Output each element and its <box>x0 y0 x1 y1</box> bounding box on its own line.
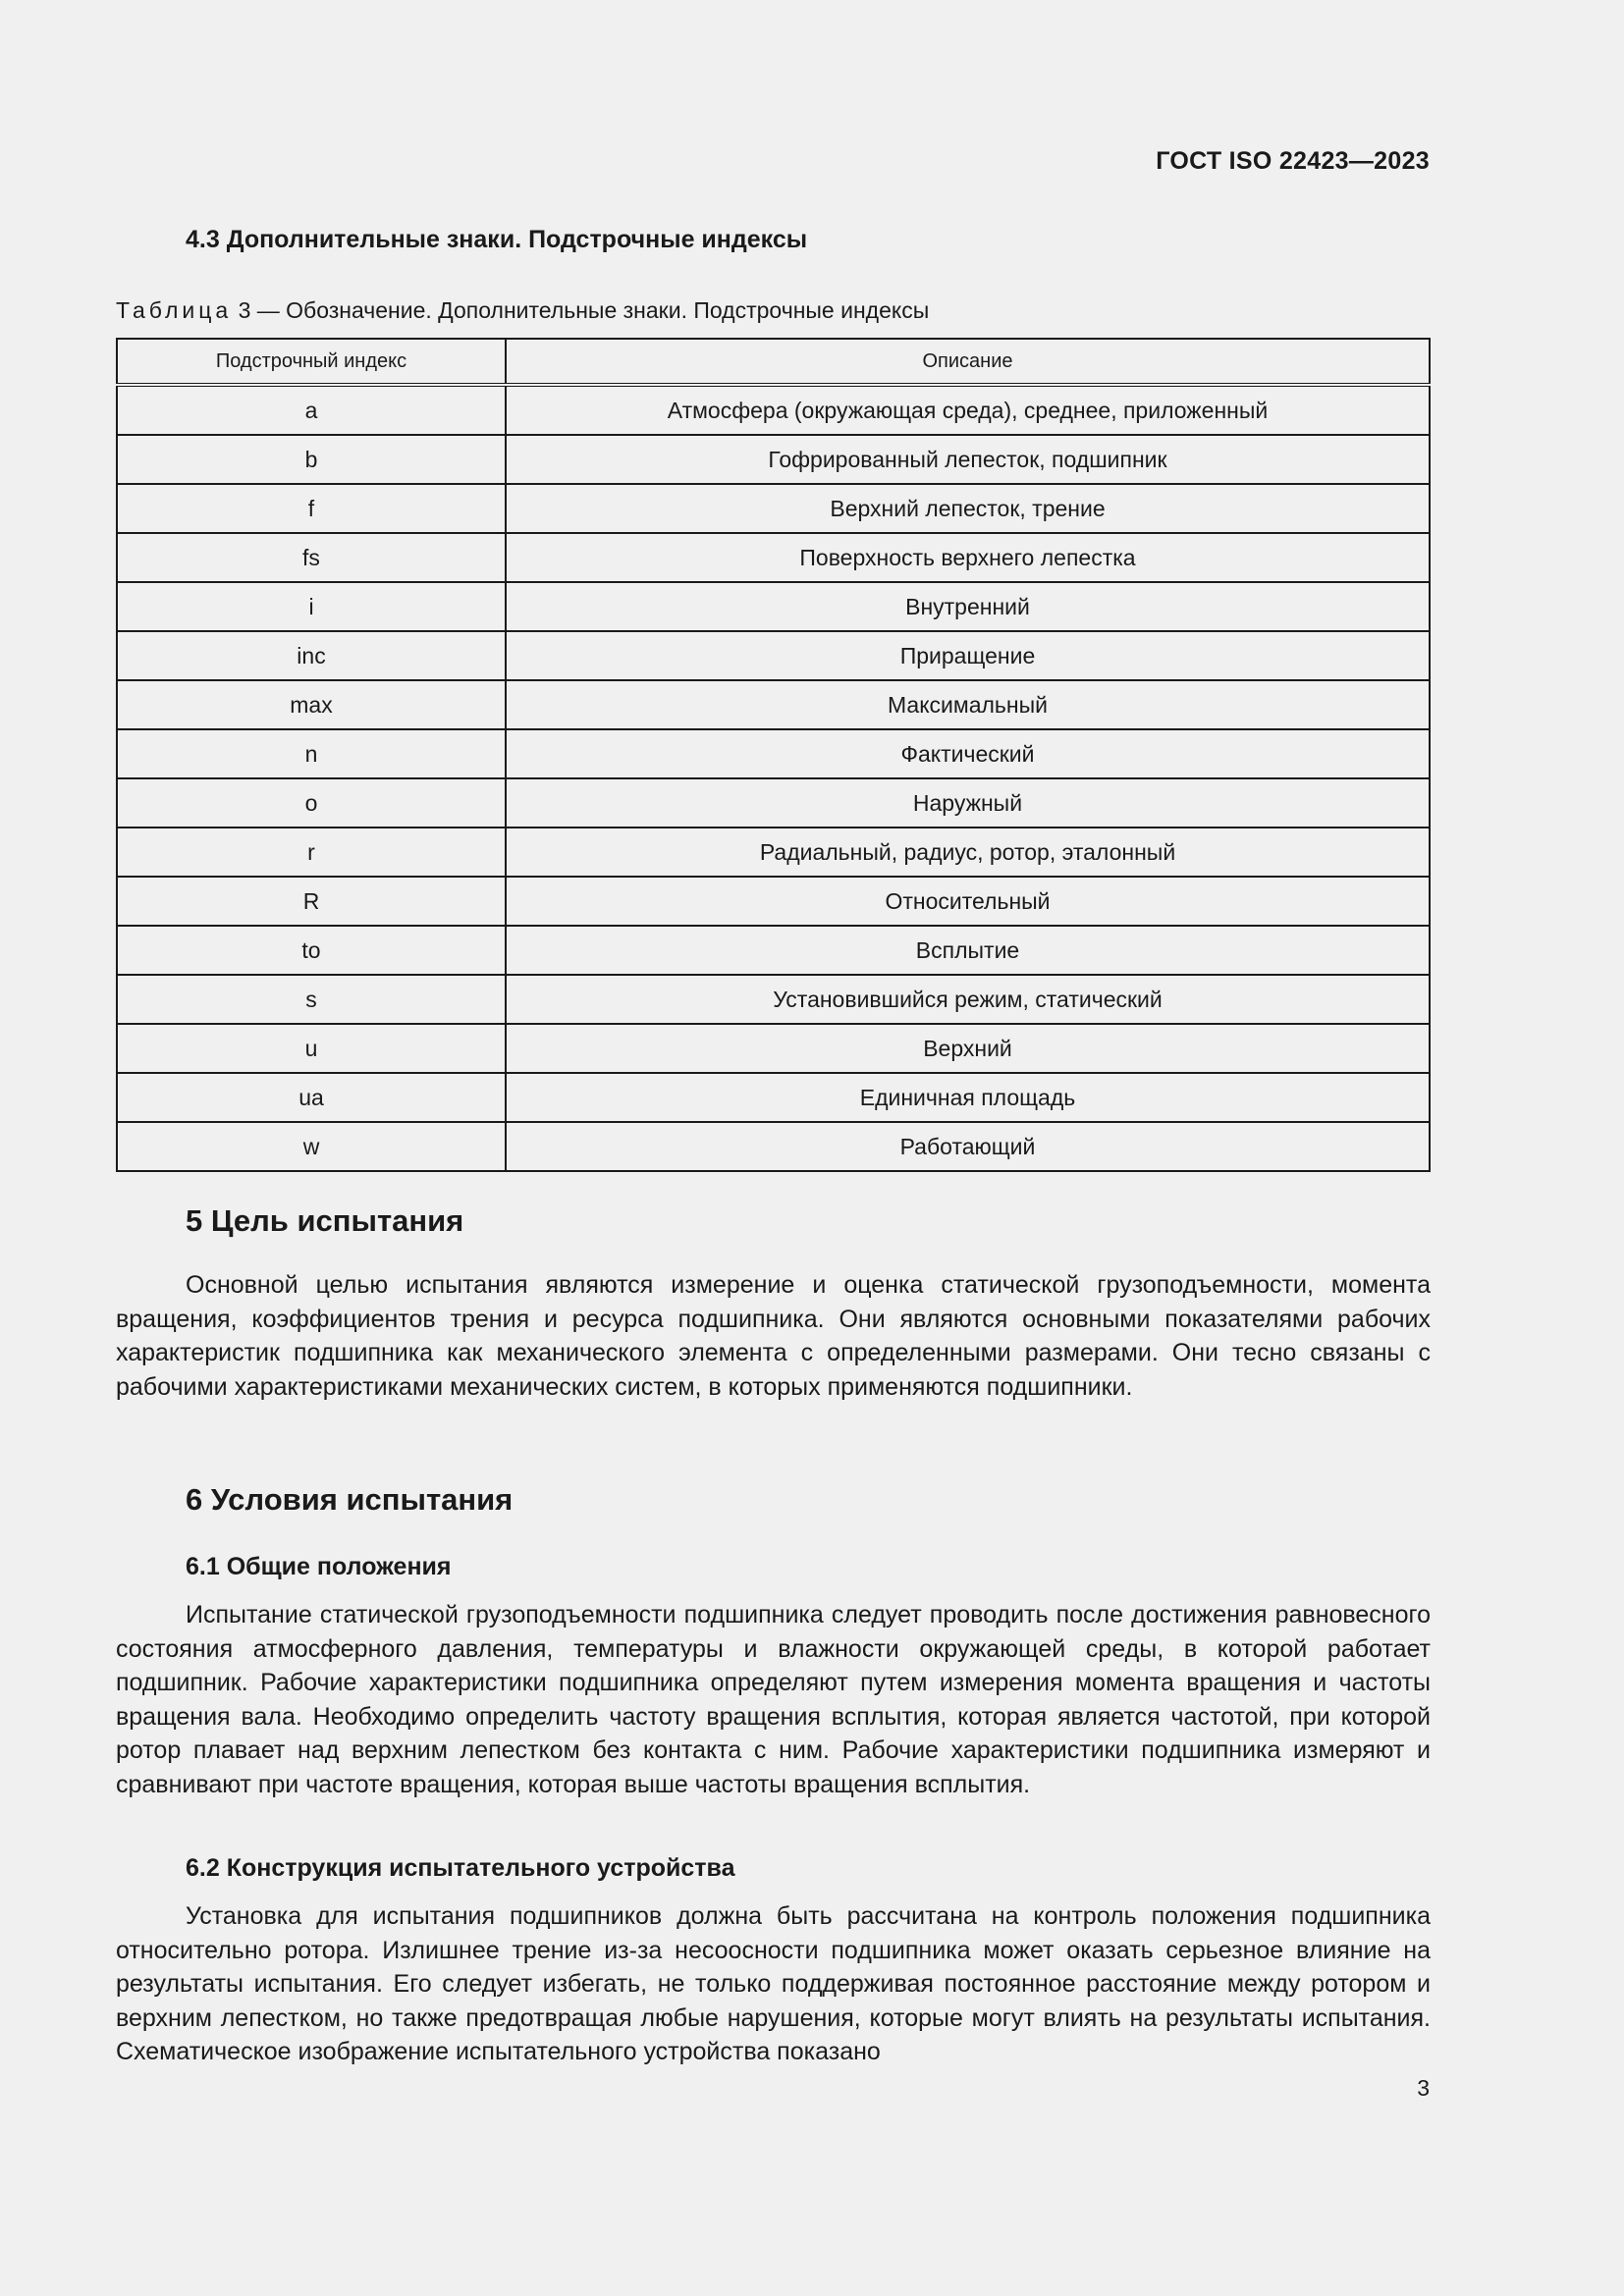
subscript-cell: i <box>117 582 506 631</box>
table-row <box>117 778 1430 828</box>
section-5-paragraph: Основной целью испытания являются измерение и оценка статической грузоподъемности, момента вращения, коэффициентов трения и ресурса подшипника. Они являются основными показателями рабочих характеристик подшипника как механического элемента с определенными размерами. Они тесно связаны с рабочими характеристиками механических систем, в которых применяются подшипники. <box>116 1271 1431 1401</box>
subscript-cell: r <box>117 828 506 877</box>
table-header-row <box>117 339 1430 385</box>
subscript-cell: n <box>117 729 506 778</box>
table-row <box>117 975 1430 1024</box>
description-cell: Внутренний <box>506 582 1430 631</box>
table-row <box>117 1122 1430 1171</box>
description-cell: Радиальный, радиус, ротор, эталонный <box>506 828 1430 877</box>
table-row <box>117 435 1430 484</box>
description-cell: Верхний <box>506 1024 1430 1073</box>
description-cell: Приращение <box>506 631 1430 680</box>
subscript-cell: a <box>117 385 506 435</box>
description-cell: Атмосфера (окружающая среда), среднее, приложенный <box>506 385 1430 435</box>
subscript-cell: inc <box>117 631 506 680</box>
table-caption-text: 3 — Обозначение. Дополнительные знаки. Подстрочные индексы <box>232 297 930 323</box>
description-cell: Всплытие <box>506 926 1430 975</box>
subscript-cell: ua <box>117 1073 506 1122</box>
table-row <box>117 729 1430 778</box>
subscript-cell: u <box>117 1024 506 1073</box>
description-cell: Гофрированный лепесток, подшипник <box>506 435 1430 484</box>
section-6-heading: 6 Условия испытания <box>186 1482 514 1517</box>
table-row <box>117 582 1430 631</box>
table-caption-prefix: Таблица <box>116 297 233 323</box>
subscript-cell: s <box>117 975 506 1024</box>
table-row <box>117 680 1430 729</box>
table-row <box>117 926 1430 975</box>
column-header-description: Описание <box>506 339 1430 385</box>
section-6-1-heading: 6.1 Общие положения <box>186 1553 452 1580</box>
section-6-2-paragraph: Установка для испытания подшипников должна быть рассчитана на контроль положения подшипника относительно ротора. Излишнее трение из-за несоосности подшипника может оказать серьезное влияние на результаты испытания. Его следует избегать, не только поддерживая постоянное расстояние между ротором и верхним лепестком, но также предотвращая любые нарушения, которые могут влиять на результаты испытания. Схематическое изображение испытательного устройства показано <box>116 1902 1431 2065</box>
table-row <box>117 828 1430 877</box>
section-6-1-paragraph: Испытание статической грузоподъемности подшипника следует проводить после достижения равновесного состояния атмосферного давления, температуры и влажности окружающей среды, в которой работает подшипник. Рабочие характеристики подшипника определяют путем измерения момента вращения и частоты вращения вала. Необходимо определить частоту вращения всплытия, которая является частотой, при которой ротор плавает над верхним лепестком без контакта с ним. Рабочие характеристики подшипника измеряют и сравнивают при частоте вращения, которая выше частоты вращения всплытия. <box>116 1601 1431 1798</box>
section-6-2-heading: 6.2 Конструкция испытательного устройства <box>186 1854 735 1882</box>
standard-code-header: ГОСТ ISO 22423—2023 <box>1156 147 1430 175</box>
table-caption <box>116 297 929 324</box>
subscript-cell: R <box>117 877 506 926</box>
description-cell: Относительный <box>506 877 1430 926</box>
table-row <box>117 1024 1430 1073</box>
section-5-heading: 5 Цель испытания <box>186 1203 464 1238</box>
description-cell: Поверхность верхнего лепестка <box>506 533 1430 582</box>
page-number: 3 <box>1417 2075 1430 2101</box>
subscript-cell: w <box>117 1122 506 1171</box>
section-4-3-heading: 4.3 Дополнительные знаки. Подстрочные индексы <box>186 226 808 253</box>
description-cell: Наружный <box>506 778 1430 828</box>
table-row <box>117 877 1430 926</box>
subscript-cell: fs <box>117 533 506 582</box>
subscript-cell: f <box>117 484 506 533</box>
description-cell: Установившийся режим, статический <box>506 975 1430 1024</box>
table-row <box>117 1073 1430 1122</box>
table-row <box>117 533 1430 582</box>
description-cell: Единичная площадь <box>506 1073 1430 1122</box>
table-row <box>117 631 1430 680</box>
table-row <box>117 484 1430 533</box>
subscript-table <box>116 338 1431 1172</box>
column-header-subscript: Подстрочный индекс <box>117 339 506 385</box>
description-cell: Максимальный <box>506 680 1430 729</box>
subscript-cell: o <box>117 778 506 828</box>
subscript-cell: b <box>117 435 506 484</box>
table-row <box>117 385 1430 435</box>
description-cell: Работающий <box>506 1122 1430 1171</box>
subscript-cell: to <box>117 926 506 975</box>
description-cell: Верхний лепесток, трение <box>506 484 1430 533</box>
description-cell: Фактический <box>506 729 1430 778</box>
subscript-cell: max <box>117 680 506 729</box>
